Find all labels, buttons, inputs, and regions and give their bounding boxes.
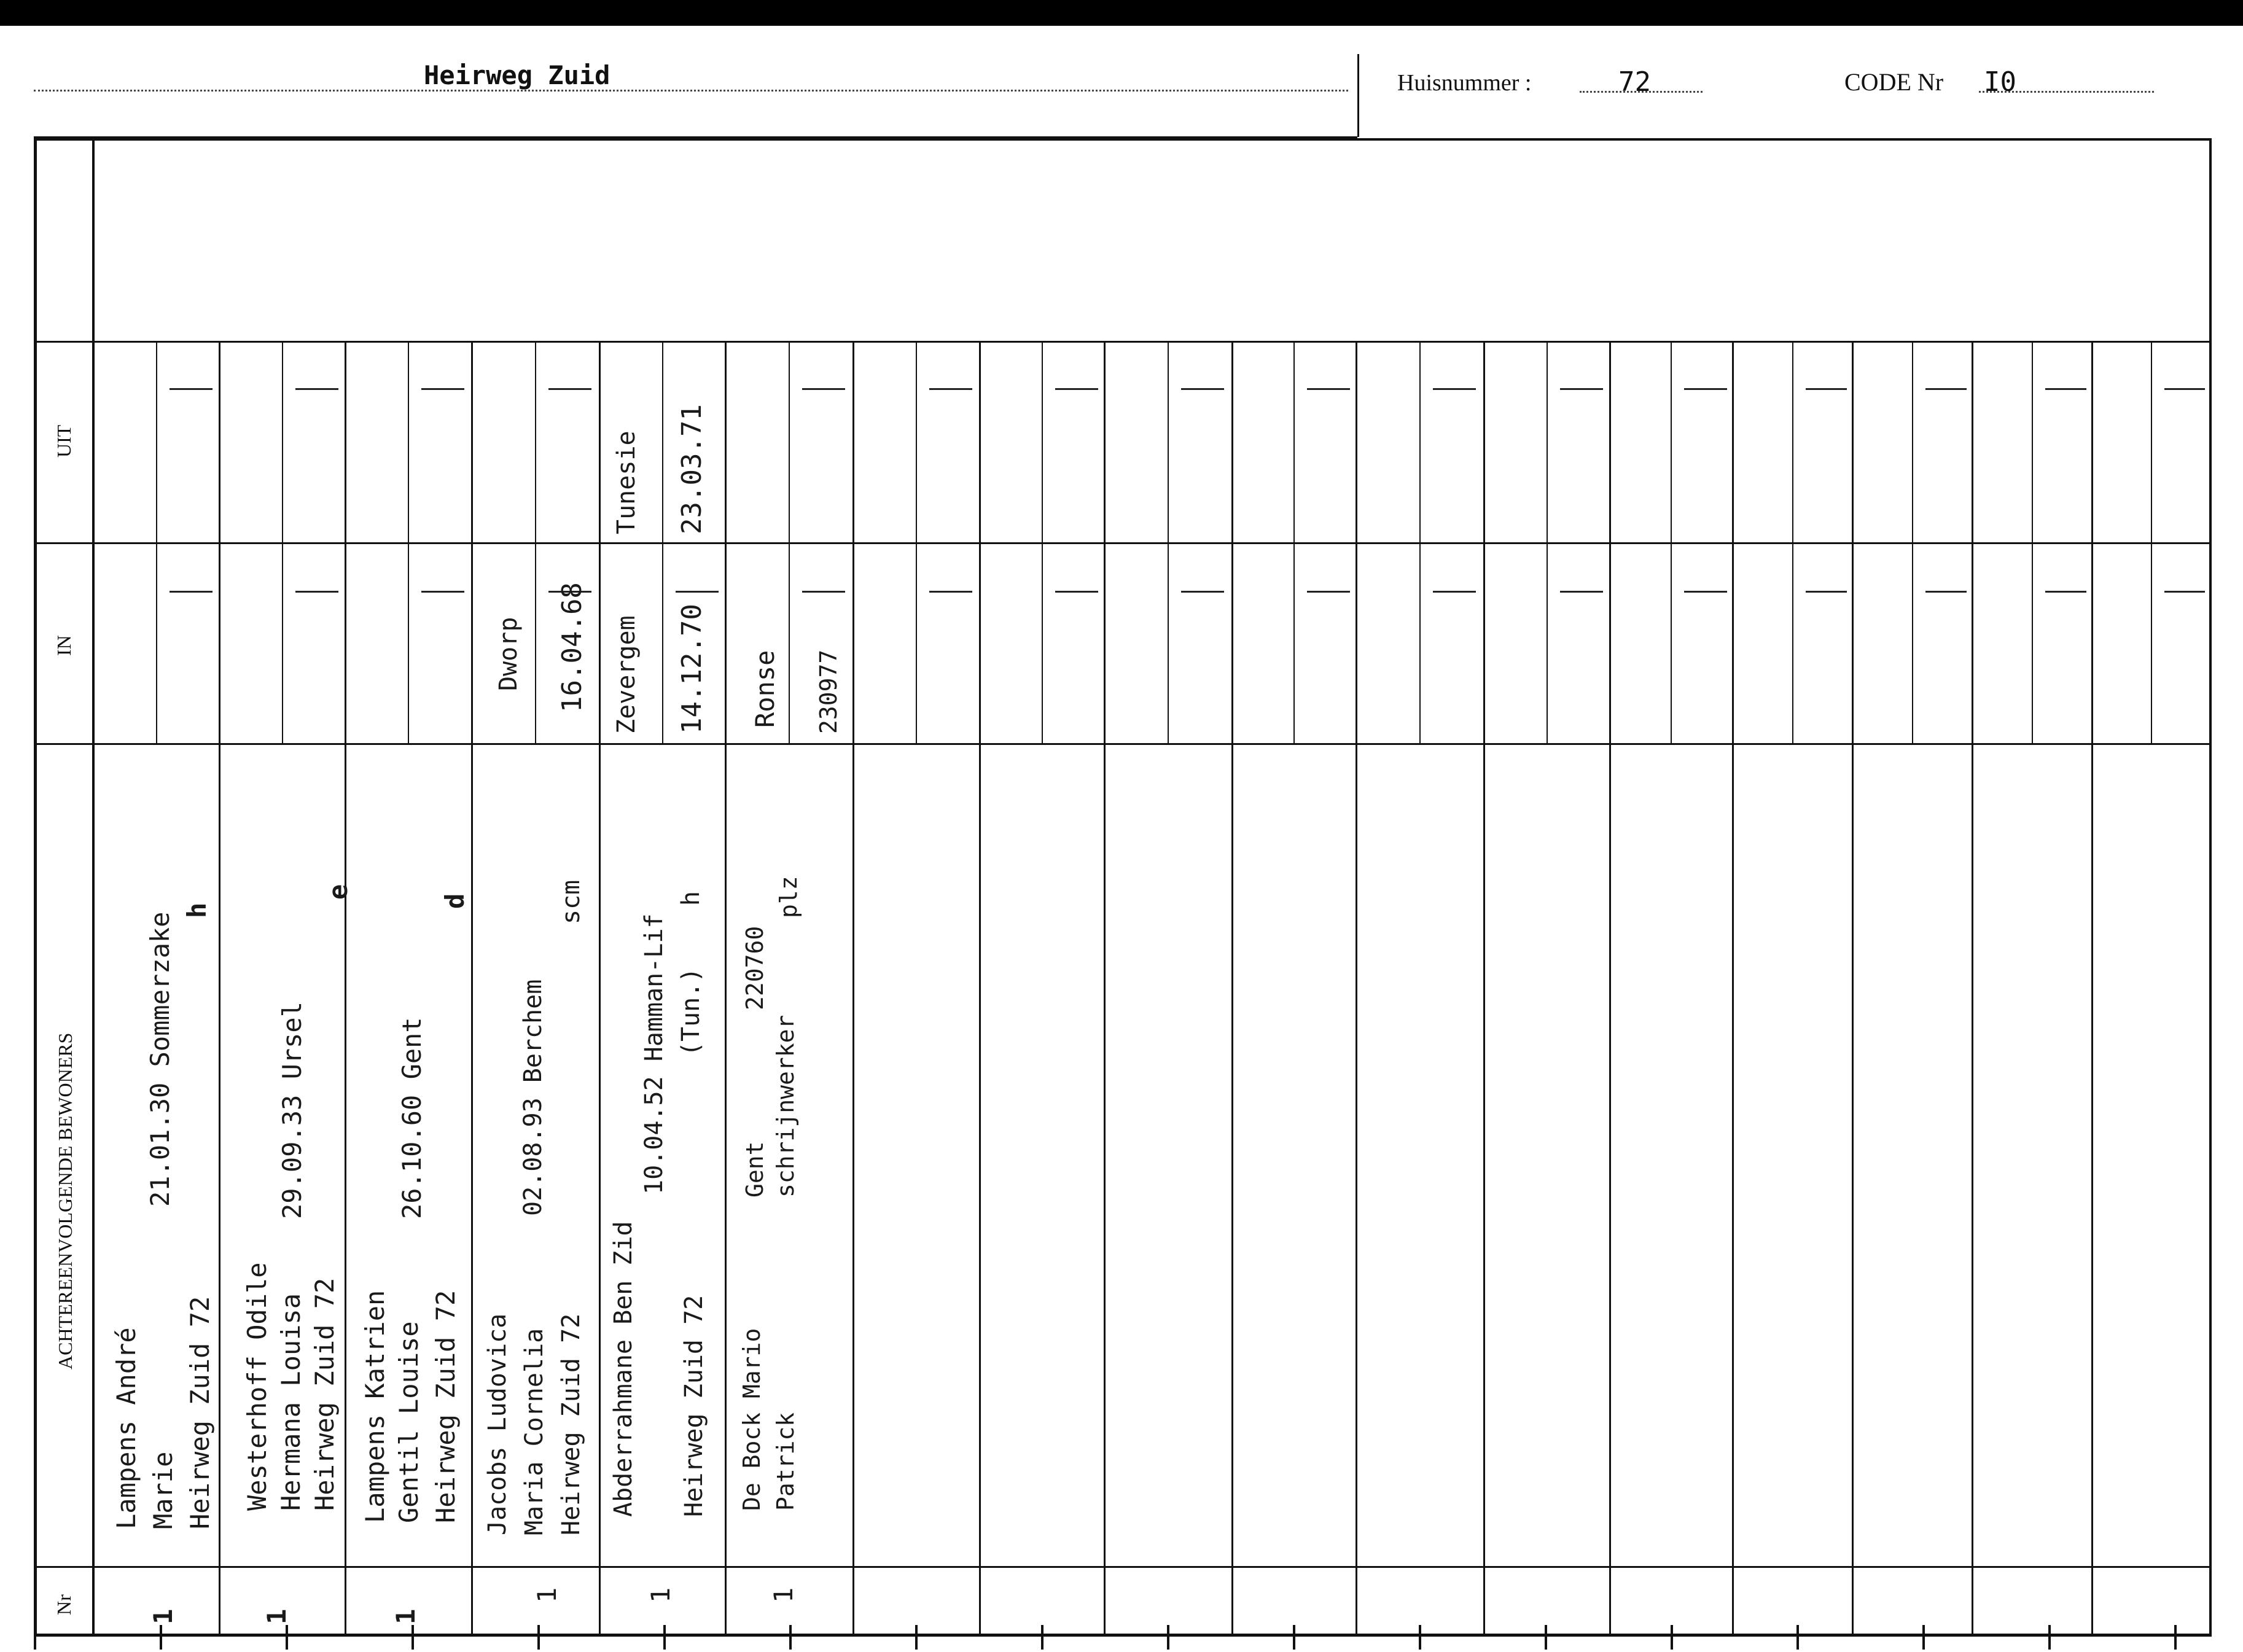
entry-1-nr: 1 [148, 1608, 178, 1624]
street-dotted-line [34, 90, 1348, 92]
empty-in-dash [1560, 591, 1603, 593]
column-divider-minor [408, 341, 409, 745]
entry-4-name-line-3: Heirweg Zuid 72 [557, 1313, 585, 1535]
column-divider-minor [535, 341, 536, 745]
empty-out-dash [170, 388, 213, 390]
row-divider-residents-nr [34, 1566, 2211, 1568]
entry-3-name-line-3: Heirweg Zuid 72 [431, 1290, 461, 1523]
bottom-tick [1293, 1625, 1295, 1650]
entry-4-in-place: Dworp [494, 617, 523, 691]
empty-out-dash [1433, 388, 1476, 390]
empty-out-dash [1560, 388, 1603, 390]
entry-5-birth-extra: (Tun.) [677, 967, 705, 1056]
column-divider-major [1104, 341, 1106, 1635]
label-in: IN [53, 635, 75, 656]
row-divider-uit-in [34, 542, 2211, 544]
bottom-tick [537, 1625, 540, 1650]
label-out: UIT [53, 424, 75, 458]
column-divider-minor [1042, 341, 1043, 745]
column-divider-minor [2032, 341, 2033, 745]
column-divider-minor [2151, 341, 2152, 745]
scan-top-border [0, 0, 2243, 26]
empty-in-dash [1433, 591, 1476, 593]
column-divider-minor [282, 341, 283, 745]
entry-2-birth: 29.09.33 Ursel [277, 1001, 307, 1219]
code-label: CODE Nr [1844, 68, 1944, 96]
entry-4-nr: 1 [532, 1587, 562, 1603]
empty-in-dash [421, 591, 464, 593]
bottom-tick [1419, 1625, 1421, 1650]
column-divider-minor [789, 341, 790, 745]
bottom-tick [915, 1625, 918, 1650]
entry-1-name-line-2: Marie [148, 1451, 178, 1529]
header-divider [1357, 54, 1359, 137]
entry-5-name-line-1: Abderrahmane Ben Zid [609, 1221, 638, 1517]
empty-out-dash [1055, 388, 1098, 390]
column-divider-minor [662, 341, 663, 745]
entry-3-code: d [440, 893, 470, 909]
entry-5-name-line-3: Heirweg Zuid 72 [680, 1295, 708, 1517]
column-divider-major [1852, 341, 1854, 1635]
bottom-tick [1167, 1625, 1169, 1650]
table-right-border [2209, 138, 2212, 1637]
column-divider-major [219, 341, 220, 1635]
entry-6-code: plz [775, 876, 802, 918]
row-divider-top [34, 341, 2211, 343]
entry-1-code: h [182, 902, 212, 918]
bottom-tick [412, 1625, 414, 1650]
entry-5-in-date: 14.12.70 [676, 604, 708, 734]
bottom-tick [286, 1625, 288, 1650]
column-divider-minor [1912, 341, 1913, 745]
entry-2-name-line-1: Westerhoff Odile [242, 1262, 272, 1511]
empty-in-dash [1055, 591, 1098, 593]
empty-out-dash [1181, 388, 1224, 390]
column-divider-minor [1792, 341, 1793, 745]
column-divider-minor [1547, 341, 1548, 745]
column-divider-minor [916, 341, 917, 745]
empty-out-dash [1307, 388, 1350, 390]
entry-6-birth-date: 220760 [741, 925, 768, 1010]
empty-in-dash [170, 591, 213, 593]
empty-out-dash [2164, 388, 2205, 390]
street-name: Heirweg Zuid [424, 60, 610, 90]
entry-1-name-line-3: Heirweg Zuid 72 [185, 1296, 215, 1529]
entry-4-name-line-1: Jacobs Ludovica [483, 1313, 512, 1535]
empty-in-dash [802, 591, 845, 593]
column-divider-major [1972, 341, 1973, 1635]
entry-5-nr: 1 [646, 1587, 676, 1603]
column-divider-major [1231, 341, 1233, 1635]
row-divider-in-residents [34, 743, 2211, 745]
entry-4-birth: 02.08.93 Berchem [519, 979, 547, 1216]
entry-5-in-place: Zevergem [612, 615, 641, 734]
empty-out-dash [1806, 388, 1847, 390]
label-column-divider [92, 138, 95, 1637]
entry-1-name-line-1: Lampens André [111, 1327, 141, 1529]
empty-in-dash [295, 591, 338, 593]
column-divider-major [979, 341, 981, 1635]
empty-out-dash [295, 388, 338, 390]
table-bottom-border [34, 1634, 2211, 1637]
table-left-border [34, 138, 37, 1637]
entry-6-name-line-1: De Bock Mario [738, 1328, 765, 1511]
bottom-tick [1922, 1625, 1925, 1650]
entry-6-in-date: 230977 [815, 649, 842, 734]
empty-in-dash [2164, 591, 2205, 593]
bottom-tick [160, 1625, 162, 1650]
entry-6-in-place: Ronse [750, 650, 780, 728]
entry-2-name-line-3: Heirweg Zuid 72 [310, 1277, 340, 1511]
empty-out-dash [1684, 388, 1727, 390]
entry-6-nr: 1 [768, 1587, 798, 1603]
empty-in-dash [1806, 591, 1847, 593]
column-divider-minor [1419, 341, 1421, 745]
entry-4-in-date: 16.04.68 [556, 582, 588, 712]
empty-in-dash [1307, 591, 1350, 593]
entry-5-birth: 10.04.52 Hamman-Lif [640, 913, 668, 1194]
bottom-tick [1041, 1625, 1043, 1650]
empty-out-dash [929, 388, 972, 390]
empty-out-dash [421, 388, 464, 390]
bottom-tick [1796, 1625, 1799, 1650]
bottom-tick [663, 1625, 666, 1650]
entry-4-code: scm [557, 879, 585, 924]
column-divider-major [2091, 341, 2093, 1635]
entry-3-birth: 26.10.60 Gent [397, 1017, 427, 1219]
bottom-tick [789, 1625, 792, 1650]
entry-1-birth: 21.01.30 Sommerzake [145, 911, 175, 1207]
entry-3-name-line-2: Gentil Louise [394, 1321, 424, 1523]
empty-out-dash [2045, 388, 2086, 390]
entry-3-name-line-1: Lampens Katrien [360, 1290, 390, 1523]
entry-6-name-line-2: Patrick [772, 1412, 799, 1511]
column-divider-major [1356, 341, 1357, 1635]
column-divider-major [852, 341, 854, 1635]
empty-out-dash [1925, 388, 1967, 390]
bottom-tick [1671, 1625, 1673, 1650]
empty-in-dash [929, 591, 972, 593]
column-divider-minor [1671, 341, 1672, 745]
column-divider-major [599, 341, 601, 1635]
column-divider-major [345, 341, 346, 1635]
table-top-border [34, 138, 2211, 141]
column-divider-major [1732, 341, 1734, 1635]
column-divider-minor [156, 341, 157, 745]
entry-2-code: e [323, 884, 353, 900]
column-divider-major [725, 341, 727, 1635]
empty-in-dash [676, 591, 719, 593]
entry-2-nr: 1 [262, 1608, 292, 1624]
entry-5-code: h [677, 890, 705, 906]
label-residents: ACHTEREENVOLGENDE BEWONERS [54, 1032, 76, 1370]
empty-out-dash [548, 388, 591, 390]
column-divider-minor [1168, 341, 1169, 745]
house-number-label: Huisnummer : [1397, 70, 1532, 96]
empty-in-dash [1925, 591, 1967, 593]
column-divider-major [1483, 341, 1485, 1635]
column-divider-major [1609, 341, 1611, 1635]
label-nr: Nr [53, 1594, 75, 1615]
entry-6-profession: schrijnwerker [772, 1015, 799, 1198]
entry-2-name-line-2: Hermana Louisa [276, 1293, 306, 1511]
empty-in-dash [1684, 591, 1727, 593]
entry-3-nr: 1 [391, 1608, 421, 1624]
entry-6-birth-place: Gent [741, 1141, 768, 1198]
column-divider-minor [1293, 341, 1295, 745]
bottom-tick [1545, 1625, 1547, 1650]
bottom-tick [2174, 1625, 2177, 1650]
empty-in-dash [2045, 591, 2086, 593]
column-divider-major [471, 341, 473, 1635]
entry-5-out-place: Tunesie [612, 431, 641, 534]
entry-4-name-line-2: Maria Cornelia [520, 1328, 548, 1535]
entry-5-out-date: 23.03.71 [676, 404, 708, 534]
bottom-tick [34, 1625, 36, 1650]
house-number-value: 72 [1618, 66, 1651, 98]
empty-out-dash [802, 388, 845, 390]
bottom-tick [2048, 1625, 2051, 1650]
empty-in-dash [1181, 591, 1224, 593]
code-value: I0 [1984, 66, 2016, 98]
